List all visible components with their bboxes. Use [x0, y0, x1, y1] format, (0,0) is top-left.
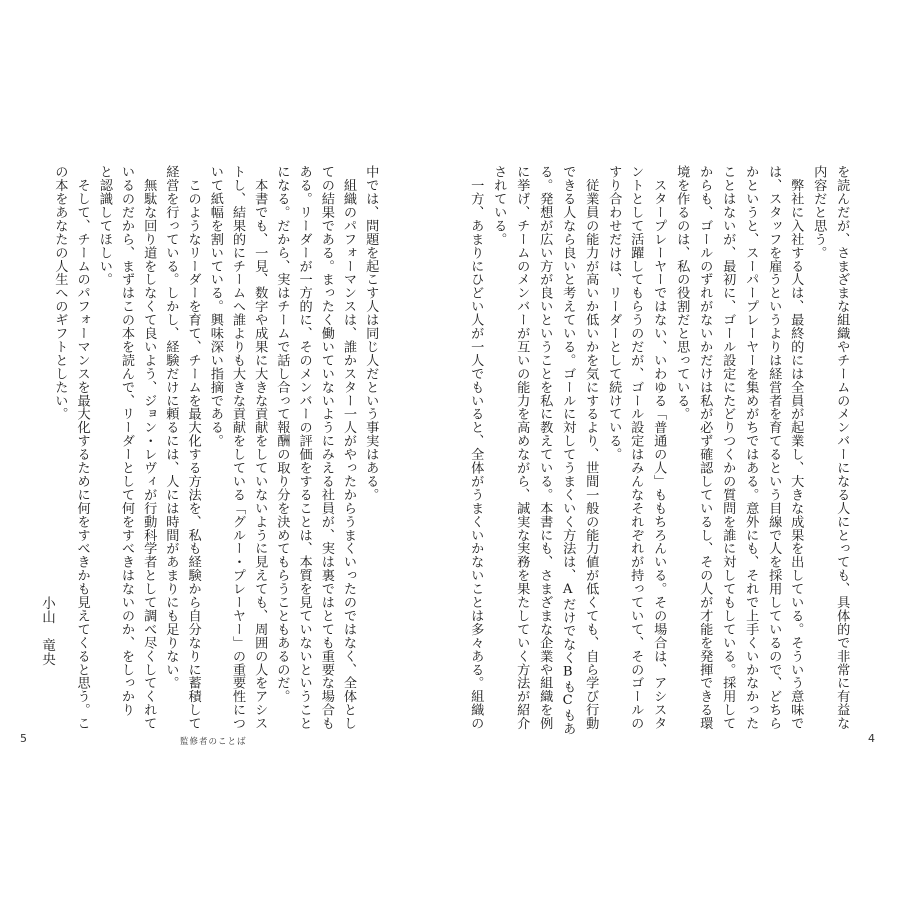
- right-page-line-6: ことはないが、最初に、ゴール設定にたどりつくかの質問を誰に対してもしている。採用して: [720, 165, 736, 730]
- left-page-line-1: 中では、問題を起こす人は同じ人だという事実はある。: [363, 165, 379, 502]
- right-page-line-14: る。発想が広い方が良いということを私に教えている。本書にも、さまざまな企業や組織を例: [537, 165, 553, 730]
- page-number-right: 4: [868, 732, 875, 745]
- left-page-line-14: そして、チームのパフォーマンスを最大化するために何をすべきかも見えてくると思う。こ: [74, 165, 90, 730]
- left-page-line-3: ての結果である。まったく働いていないようにみえる社員が、実は裏ではとても重要な場合も: [318, 165, 334, 730]
- left-page-line-2: 組織のパフォーマンスは、誰かスター一人がやったからうまくいったのではなく、全体とし: [341, 165, 356, 730]
- right-page-line-15: に挙げ、チームのメンバーが互いの能力を高めながら、誠実な実務を果たしていく方法が紹介: [514, 165, 530, 730]
- right-page-line-11: すり合わせだけは、リーダーとして続けている。: [606, 165, 622, 461]
- right-page-line-4: は、スタッフを雇うというよりは経営者を育てるという目線で人を採用しているので、どちら: [766, 165, 782, 730]
- left-page-line-9: このようなリーダーを育て、チームを最大化する方法を、私も経験から自分なりに蓄積して: [185, 165, 201, 730]
- left-page-line-13: と認識してほしい。: [96, 165, 112, 287]
- right-page-line-1: を読んだが、さまざまな組織やチームのメンバーになる人にとっても、具体的で非常に有益な: [834, 165, 850, 730]
- left-page-line-12: いるのだから、まずはこの本を読んで、リーダーとして何をすべきはないのか、をしっかり: [119, 165, 134, 717]
- left-page-line-5: になる。だから、実はチームで話し合って報酬の取り分を決めてもらうこともあるのだ。: [274, 165, 290, 703]
- right-page-line-16: されている。: [491, 165, 507, 246]
- right-page-line-8: 境を作るのは、私の役割だと思っている。: [674, 165, 690, 421]
- left-page-line-15: の本をあなたの人生へのギフトとしたい。: [52, 165, 68, 421]
- right-page-line-5: かというと、スーパープレーヤーを集めがちではある。意外にも、それで上手くいかなかった: [743, 165, 759, 730]
- left-page-line-4: ある。リーダーが一方的に、そのメンバーの評価をすることは、本質を見ていないということ: [296, 165, 312, 730]
- right-page-line-12: 従業員の能力が高いか低いかを気にするより、世間一般の能力値が低くても、自ら学び行動: [583, 165, 599, 730]
- running-head: 監修者のことば: [180, 737, 247, 747]
- right-page-line-10: ントとして活躍してもらうのだが、ゴール設定はみんなそれぞれが持っていて、そのゴールの: [628, 165, 644, 730]
- left-page-line-10: 経営を行っている。しかし、経験だけに頼るには、人には時間があまりにも足りない。: [163, 165, 179, 690]
- right-page-line-2: 内容だと思う。: [811, 165, 827, 260]
- left-page-line-7: トし、結果的にチームへ誰よりも大きな貢献をしている「グルー・プレーヤー」の重要性につ: [230, 165, 245, 730]
- author-signature: 小山 竜央: [39, 596, 55, 666]
- right-page-line-9: スタープレーヤーではない、いわゆる「普通の人」ももちろんいる。その場合は、アシスタ: [651, 165, 667, 730]
- right-page-line-3: 弊社に入社する人は、最終的には全員が起業し、大きな成果を出している。そういう意味で: [788, 165, 804, 730]
- left-page-line-8: いて紙幅を割いている。興味深い指摘である。: [207, 165, 223, 448]
- left-page-line-11: 無駄な回り道をしなくて良いよう、ジョン・レヴィが行動科学者として調べ尽くしてくれて: [141, 165, 157, 730]
- right-page-line-17: 一方、あまりにひどい人が一人でもいると、全体がうまくいかないことは多々ある。組織の: [468, 165, 484, 730]
- page-number-left: 5: [20, 732, 27, 745]
- right-page-line-7: からも、ゴールのずれがないかだけは私が必ず確認しているし、その人が才能を発揮できる環: [697, 165, 713, 730]
- right-page-line-13: できる人なら良いと考えている。ゴールに対してうまくいく方法は、AだけでなくBもCもあ: [560, 165, 576, 736]
- left-page-line-6: 本書でも、一見、数字や成果に大きな貢献をしていないように見えても、周囲の人をアシス: [252, 165, 268, 730]
